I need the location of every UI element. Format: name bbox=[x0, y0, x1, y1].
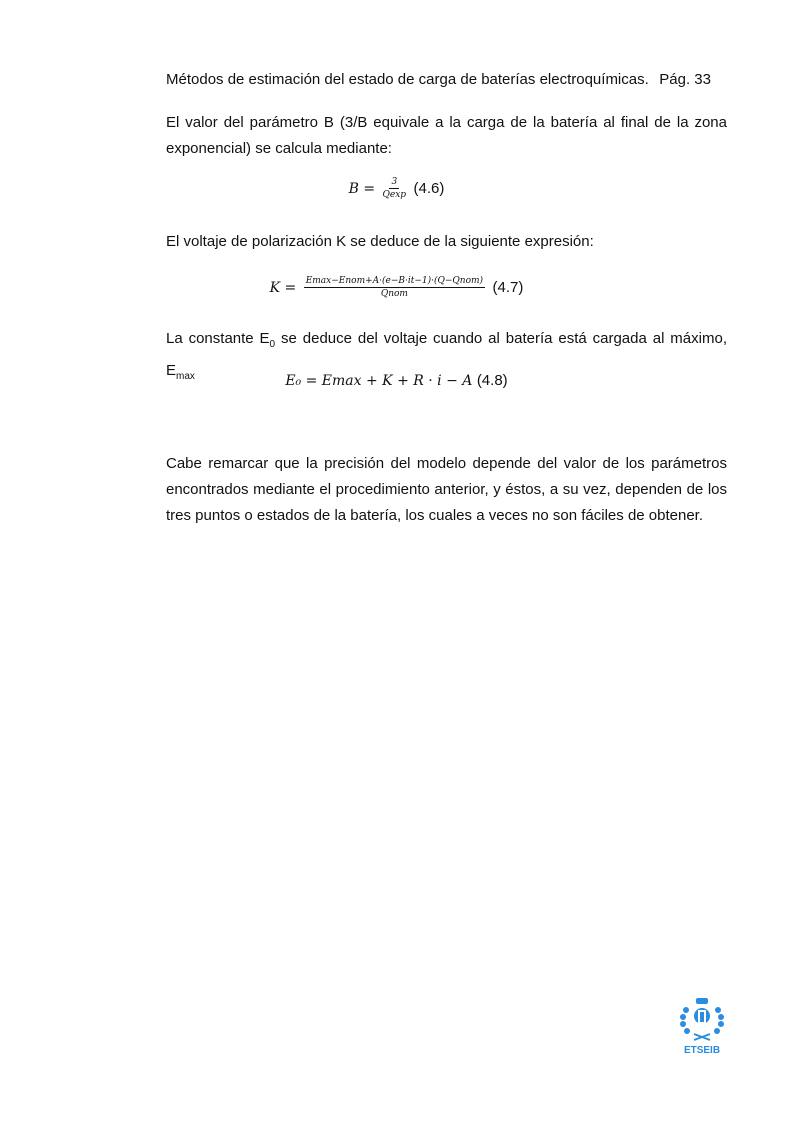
equation-4-7 bbox=[0, 275, 793, 301]
crest-icon bbox=[676, 996, 728, 1056]
header-title: Métodos de estimación del estado de carga de baterías electroquímicas. bbox=[166, 71, 649, 88]
equation-4-8 bbox=[0, 372, 793, 389]
subscript: 0 bbox=[269, 339, 276, 350]
eq-numerator: Emax−Enom+A·(e−B·it−1)·(Q−Qnom) bbox=[305, 276, 484, 286]
eq-denominator: Qnom bbox=[380, 289, 408, 299]
eq-numerator: 3 bbox=[391, 177, 398, 187]
svg-text:ETSEIB: ETSEIB bbox=[683, 1045, 721, 1056]
text: La constante E bbox=[166, 330, 270, 347]
subscript: max bbox=[176, 371, 195, 382]
etseib-logo bbox=[676, 996, 728, 1056]
eq-label: (4.6) bbox=[413, 180, 445, 197]
eq-label: (4.8) bbox=[476, 372, 508, 389]
eq-lhs: K = bbox=[269, 280, 297, 296]
page-number: Pág. 33 bbox=[659, 71, 711, 88]
text: se deduce del voltaje cuando al batería está cargada al máximo, E bbox=[166, 330, 727, 379]
equation-4-6 bbox=[0, 176, 793, 202]
eq-denominator: Qexp bbox=[382, 190, 407, 200]
page-header bbox=[166, 71, 711, 88]
paragraph-b-parameter: El valor del parámetro B (3/B equivale a la carga de la batería al final de la zona exponencial) se calcula mediante: bbox=[166, 114, 727, 157]
eq-expression: E₀ = Emax + K + R · i − A bbox=[285, 373, 473, 389]
paragraph-k-voltage: El voltaje de polarización K se deduce de la siguiente expresión: bbox=[166, 233, 594, 250]
eq-label: (4.7) bbox=[492, 279, 524, 296]
eq-lhs: B = bbox=[348, 181, 376, 197]
paragraph-conclusion: Cabe remarcar que la precisión del modelo depende del valor de los parámetros encontrados mediante el procedimiento anterior, y éstos, a su vez, dependen de los tres puntos o estados de la batería, los cuales a veces no son fáciles de obtener. bbox=[166, 455, 727, 524]
